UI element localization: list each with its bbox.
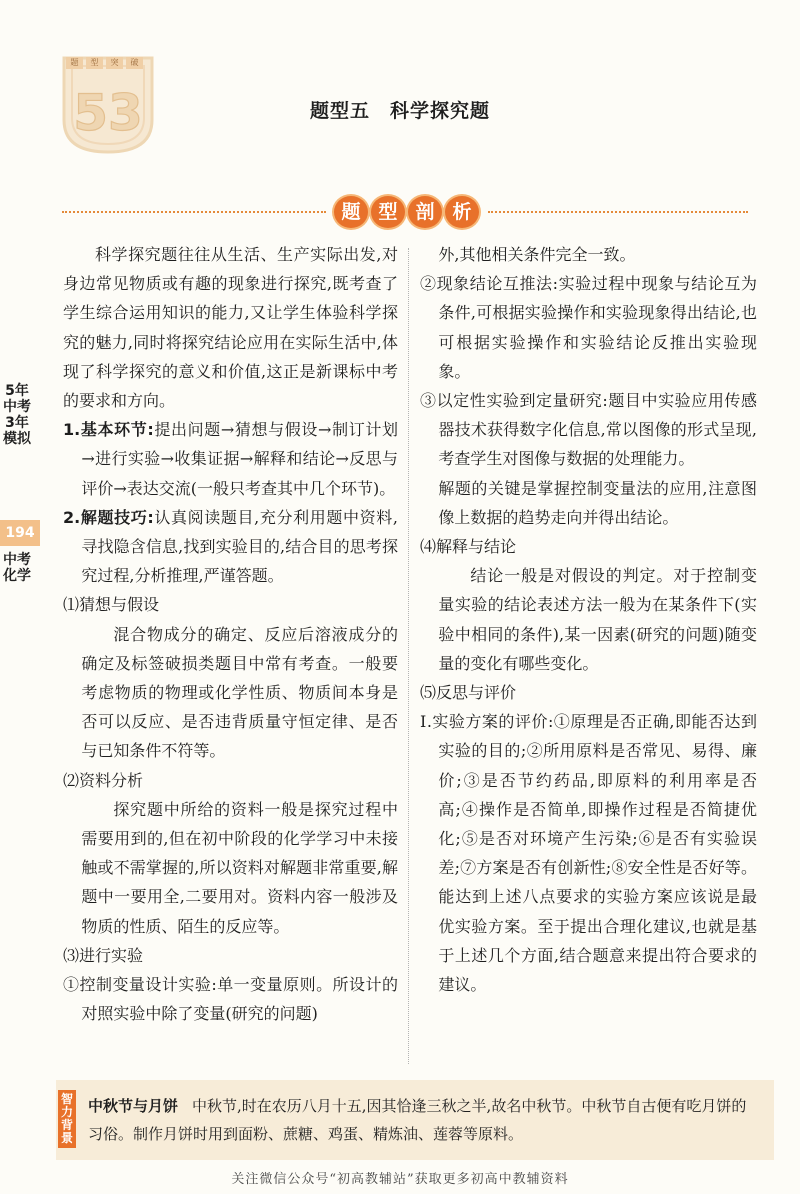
subsection-item: ①控制变量设计实验:单一变量原则。所设计的对照实验中除了变量(研究的问题) <box>63 975 398 1024</box>
logo-tag: 题 <box>66 57 83 69</box>
dotted-rule-right <box>488 211 748 213</box>
dotted-rule-left <box>62 211 326 213</box>
solving-tips-item <box>63 503 398 591</box>
subsection-text: 探究题中所给的资料一般是探究过程中需要用到的,但在初中阶段的化学学习中未接触或不需掌握的,所以资料对解题非常重要,解题中一要用全,二要用对。资料内容一般涉及物质的性质、陌生的反应等。 <box>81 799 398 936</box>
subsection-title: ⑵资料分析 <box>63 770 144 790</box>
column-divider <box>408 248 409 1064</box>
subsection-title: ⑶进行实验 <box>63 945 144 965</box>
subsection-item: ②现象结论互推法:实验过程中现象与结论互为条件,可根据实验操作和实验现象得出结论,也可根据实验操作和实验结论反推出实验现象。 <box>420 274 757 381</box>
logo-tag: 突 <box>106 57 123 69</box>
item-text: 提出问题→猜想与假设→制订计划→进行实验→收集证据→解释和结论→反思与评价→表达交流(一般只考查其中几个环节)。 <box>81 420 398 498</box>
continued-text: 外,其他相关条件完全一致。 <box>438 245 636 264</box>
page-number: 194 <box>0 520 40 546</box>
logo-tag: 破 <box>126 57 143 69</box>
background-info-title: 中秋节与月饼 <box>88 1097 179 1115</box>
background-info-text <box>88 1092 758 1148</box>
subsection-title: ⑴猜想与假设 <box>63 595 160 615</box>
right-column <box>420 240 757 999</box>
background-info-tag: 智力背景 <box>58 1090 76 1148</box>
item-text: 认真阅读题目,充分利用题中资料,寻找隐含信息,找到实验目的,结合目的思考探究过程,分析推理,严谨答题。 <box>81 507 398 586</box>
item-label: 1.基本环节: <box>63 420 154 440</box>
subsection-item: Ⅰ.实验方案的评价:①原理是否正确,即能否达到实验的目的;②所用原料是否常见、易得、廉价;③是否节约药品,即原料的利用率是否高;④操作是否简单,即操作过程是否简捷优化;⑤是否对环境产生污染;⑥是否有实验误差;⑦方案是否有创新性;⑧安全性是否好等。能达到上述八点要求的实验方案应该说是最优实验方案。至于提出合理化建议,也就是基于上述几个方面,结合题意来提出符合要求的建议。 <box>420 712 757 995</box>
watermark-text: 关注微信公众号“初高教辅站”获取更多初高中教辅资料 <box>231 1172 569 1187</box>
subsection-item: ③以定性实验到定量研究:题目中实验应用传感器技术获得数字化信息,常以图像的形式呈现,考查学生对图像与数据的处理能力。 <box>420 391 757 469</box>
side-subject: 中考化学 <box>3 552 31 584</box>
page-title: 题型五 科学探究题 <box>309 100 490 122</box>
section-badges <box>334 196 479 228</box>
left-column <box>63 240 398 1028</box>
subsection-title: ⑷解释与结论 <box>420 537 517 557</box>
section-badge: 型 <box>371 196 405 228</box>
section-badge: 析 <box>445 196 479 228</box>
logo-tag: 型 <box>86 57 103 69</box>
intro-paragraph: 科学探究题往往从生活、生产实际出发,对身边常见物质或有趣的现象进行探究,既考查了学生综合运用知识的能力,又让学生体验科学探究的魅力,同时将探究结论应用在实际生活中,体现了科学探究的意义和价值,这正是新课标中考的要求和方向。 <box>63 245 398 411</box>
background-info-body: 中秋节,时在农历八月十五,因其恰逢三秋之半,故名中秋节。中秋节自古便有吃月饼的习俗。制作月饼时用到面粉、蔗糖、鸡蛋、精炼油、莲蓉等原料。 <box>88 1097 747 1143</box>
section-badge: 题 <box>334 196 368 228</box>
section-badge: 剖 <box>408 196 442 228</box>
section-header <box>62 196 748 236</box>
subsection-title: ⑸反思与评价 <box>420 683 517 703</box>
subsection-text: 混合物成分的确定、反应后溶液成分的确定及标签破损类题目中常有考查。一般要考虑物质的物理或化学性质、物质间本身是否可以反应、是否违背质量守恒定律、是否与已知条件不符等。 <box>81 624 398 761</box>
side-book-title: 5年中考3年模拟 <box>3 383 31 447</box>
subsection-text: 结论一般是对假设的判定。对于控制变量实验的结论表述方法一般为在某条件下(实验中相同的条件),某一因素(研究的问题)随变量的变化有哪些变化。 <box>438 566 757 673</box>
logo-tags <box>66 57 143 69</box>
continued-text: 解题的关键是掌握控制变量法的应用,注意图像上数据的趋势走向并得出结论。 <box>438 478 757 527</box>
basic-steps-item <box>63 415 398 503</box>
logo-number: 53 <box>73 84 143 142</box>
item-label: 2.解题技巧: <box>63 507 154 527</box>
